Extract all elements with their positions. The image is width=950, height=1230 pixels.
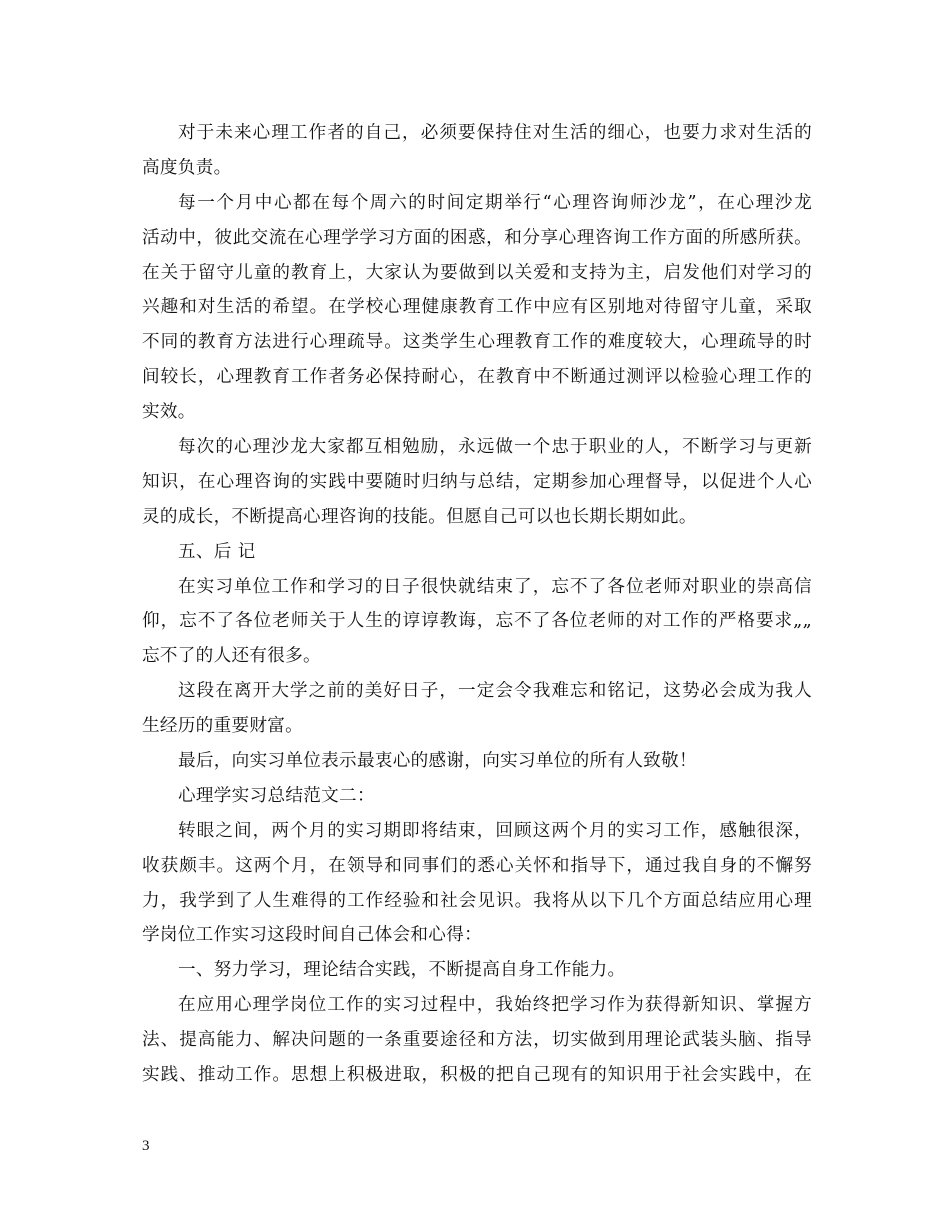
text-line: 最后，向实习单位表示最衷心的感谢，向实习单位的所有人致敬！ [178, 751, 697, 772]
text-line: 间较长，心理教育工作者务必保持耐心，在教育中不断通过测评以检验心理工作的 [142, 367, 812, 388]
text-line: 对于未来心理工作者的自己，必须要保持住对生活的细心，也要力求对生活的 [178, 123, 812, 143]
text-line: 这段在离开大学之前的美好日子，一定会令我难忘和铭记，这势必会成为我人 [178, 681, 812, 702]
text-line: 知识，在心理咨询的实践中要随时归纳与总结，定期参加心理督导，以促进个人心 [142, 471, 812, 492]
text-line: 每一个月中心都在每个周六的时间定期举行“心理咨询师沙龙”，在心理沙龙 [178, 192, 812, 213]
text-line: 忘不了的人还有很多。 [142, 646, 321, 667]
text-line: 灵的成长，不断提高心理咨询的技能。但愿自己可以也长期长期如此。 [142, 506, 697, 527]
text-line: 力，我学到了人生难得的工作经验和社会见识。我将从以下几个方面总结应用心理 [142, 890, 812, 911]
text-line: 在实习单位工作和学习的日子很快就结束了，忘不了各位老师对职业的崇高信 [178, 576, 812, 597]
text-line: 法、提高能力、解决问题的一条重要途径和方法，切实做到用理论武装头脑、指导 [142, 1030, 812, 1051]
text-line: 每次的心理沙龙大家都互相勉励，永远做一个忠于职业的人，不断学习与更新 [178, 437, 812, 458]
text-line: 生经历的重要财富。 [142, 716, 304, 737]
text-line: 实践、推动工作。思想上积极进取，积极的把自己现有的知识用于社会实践中，在 [142, 1065, 812, 1086]
text-line: 在关于留守儿童的教育上，大家认为要做到以关爱和支持为主，启发他们对学习的 [142, 262, 812, 283]
text-line: 学岗位工作实习这段时间自己体会和心得： [142, 925, 482, 946]
text-line: 不同的教育方法进行心理疏导。这类学生心理教育工作的难度较大，心理疏导的时 [142, 332, 812, 353]
text-line: 在应用心理学岗位工作的实习过程中，我始终把学习作为获得新知识、掌握方 [178, 995, 812, 1016]
text-line: 仰，忘不了各位老师关于人生的谆谆教诲，忘不了各位老师的对工作的严格要求„„ [142, 611, 812, 632]
text-line: 活动中，彼此交流在心理学学习方面的困惑，和分享心理咨询工作方面的所感所获。 [142, 227, 812, 248]
text-line: 收获颇丰。这两个月，在领导和同事们的悉心关怀和指导下，通过我自身的不懈努 [142, 855, 812, 876]
page-number: 3 [142, 1138, 150, 1154]
text-line: 转眼之间，两个月的实习期即将结束，回顾这两个月的实习工作，感触很深， [178, 820, 812, 841]
document-body [142, 116, 812, 1093]
text-line: 实效。 [142, 402, 196, 423]
section-heading: 五、后 记 [178, 541, 256, 562]
text-line: 兴趣和对生活的希望。在学校心理健康教育工作中应有区别地对待留守儿童，采取 [142, 297, 812, 318]
text-line: 高度负责。 [142, 157, 232, 178]
section-heading: 一、努力学习，理论结合实践，不断提高自身工作能力。 [178, 960, 626, 981]
section-heading: 心理学实习总结范文二： [178, 785, 375, 806]
